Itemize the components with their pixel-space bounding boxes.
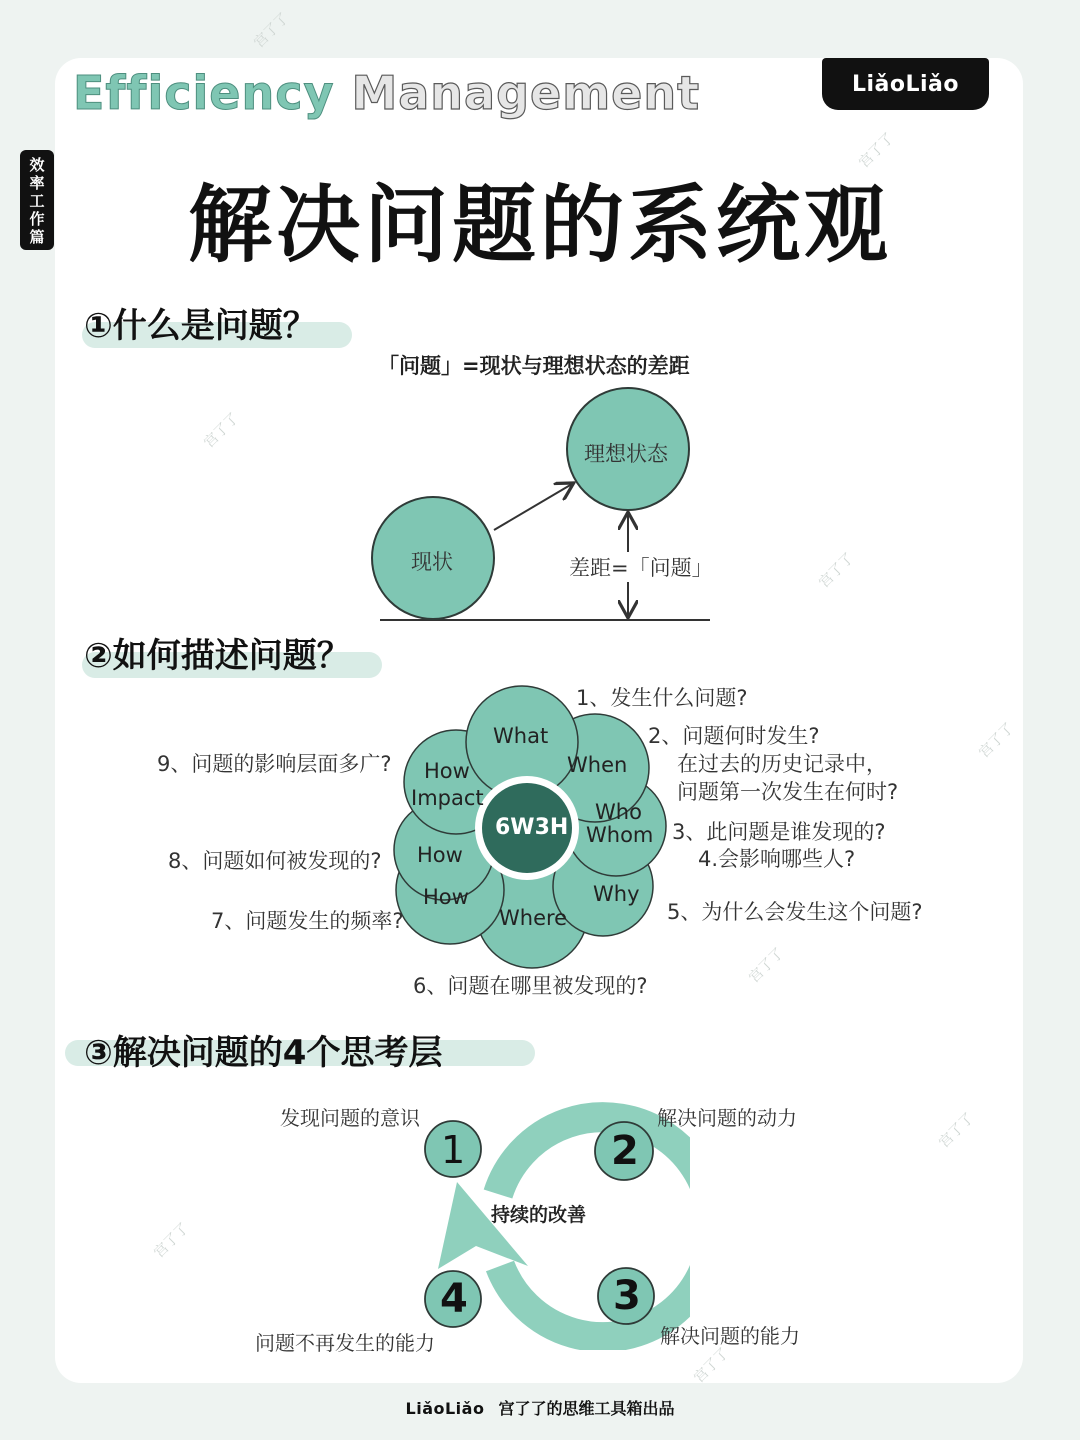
side-tag-char: 率	[29, 174, 45, 192]
side-tag-char: 效	[29, 156, 45, 174]
brand-logo: LiǎoLiǎo	[822, 58, 989, 110]
petal-label-where: Where	[499, 906, 568, 930]
question-2-detail-1: 在过去的历史记录中，	[677, 752, 887, 776]
cycle-center-label: 持续的改善	[491, 1204, 587, 1226]
node-2-number: 2	[611, 1128, 639, 1174]
section3-title: ③解决问题的4个思考层	[84, 1033, 443, 1073]
watermark: 宫了了	[151, 1220, 193, 1262]
cycle-ring	[498, 1117, 690, 1337]
watermark: 宫了了	[746, 945, 788, 987]
petal-label-how-impact: How	[424, 759, 470, 783]
watermark: 宫了了	[976, 720, 1018, 762]
petal-label-how-found: How	[417, 843, 463, 867]
brand-title-part2: Management	[351, 66, 701, 120]
question-1: 1、发生什么问题?	[576, 686, 748, 710]
watermark: 宫了了	[856, 130, 898, 172]
node-3-label: 解决问题的能力	[660, 1324, 800, 1348]
question-4: 4.会影响哪些人?	[698, 847, 856, 871]
brand-title-part1: Efficiency	[73, 66, 335, 120]
side-tag-char: 工	[29, 192, 45, 210]
question-5: 5、为什么会发生这个问题?	[667, 900, 923, 924]
node-4-label: 问题不再发生的能力	[255, 1331, 435, 1355]
gap-label: 差距=「问题」	[567, 552, 715, 582]
problem-gap-diagram	[360, 380, 740, 630]
question-3: 3、此问题是谁发现的?	[672, 820, 886, 844]
brand-title	[73, 66, 700, 120]
petal-label-whom: Whom	[586, 823, 654, 847]
watermark: 宫了了	[816, 550, 858, 592]
section1-title: ①什么是问题？	[84, 306, 317, 346]
current-state-label: 现状	[411, 550, 453, 574]
petal-label-impact: Impact	[411, 786, 484, 810]
progress-arrow	[494, 484, 572, 530]
side-tag-char: 篇	[29, 228, 45, 246]
question-6: 6、问题在哪里被发现的?	[413, 974, 648, 998]
watermark: 宫了了	[201, 410, 243, 452]
petal-label-why: Why	[593, 882, 640, 906]
watermark: 宫了了	[691, 1345, 733, 1387]
question-2: 2、问题何时发生?	[648, 724, 820, 748]
flower-center-label: 6W3H	[495, 815, 569, 840]
node-2-label: 解决问题的动力	[657, 1106, 797, 1130]
watermark: 宫了了	[251, 10, 293, 52]
footer-logo: LiǎoLiǎo	[405, 1399, 485, 1418]
ideal-state-label: 理想状态	[584, 442, 668, 466]
side-tag-char: 作	[29, 210, 45, 228]
footer-text: 宫了了的思维工具箱出品	[498, 1399, 675, 1418]
section2-title: ②如何描述问题？	[84, 636, 351, 676]
node-3-number: 3	[613, 1273, 641, 1319]
page-title: 解决问题的系统观	[187, 176, 892, 274]
petal-label-who: Who	[595, 800, 642, 824]
question-7: 7、问题发生的频率?	[211, 909, 404, 933]
section1-caption: 「问题」=现状与理想状态的差距	[378, 354, 690, 378]
petal-label-when: When	[567, 753, 628, 777]
watermark: 宫了了	[936, 1110, 978, 1152]
node-1-number: 1	[441, 1128, 466, 1172]
question-2-detail-2: 问题第一次发生在何时?	[677, 780, 899, 804]
node-4-number: 4	[440, 1276, 468, 1322]
question-8: 8、问题如何被发现的?	[168, 849, 382, 873]
footer	[0, 1396, 1080, 1419]
node-1-label: 发现问题的意识	[280, 1106, 420, 1130]
question-9: 9、问题的影响层面多广?	[157, 752, 392, 776]
petal-label-how-often: How	[423, 885, 469, 909]
petal-label-what: What	[493, 724, 549, 748]
